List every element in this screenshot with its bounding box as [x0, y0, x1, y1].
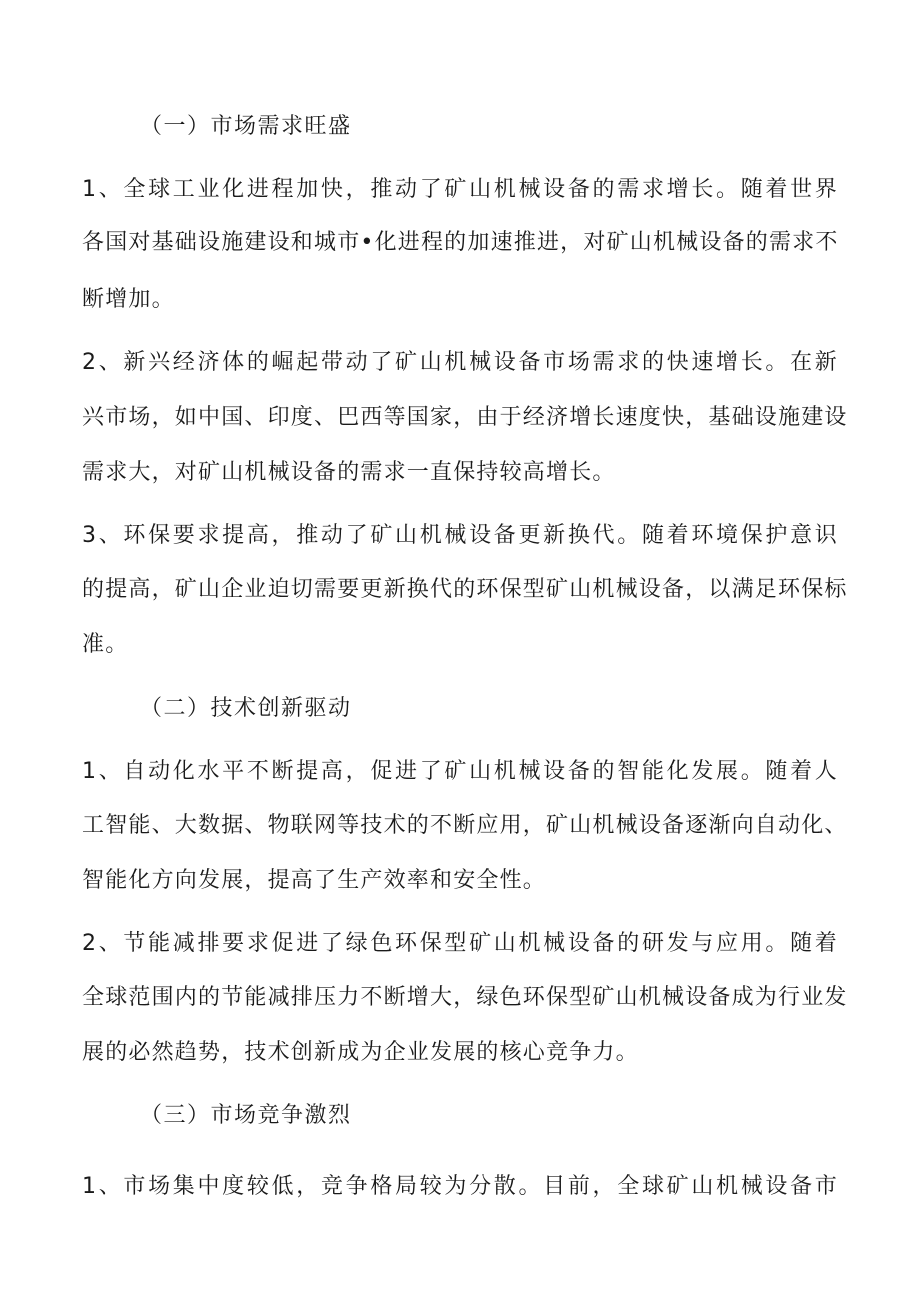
paragraph-line: 断增加。	[82, 287, 175, 312]
paragraph-line: 2、新兴经济体的崛起带动了矿山机械设备市场需求的快速增长。在新	[82, 350, 838, 375]
paragraph-line: 1、自动化水平不断提高，促进了矿山机械设备的智能化发展。随着人	[82, 759, 838, 784]
paragraph-line: 需求大，对矿山机械设备的需求一直保持较高增长。	[82, 460, 616, 485]
paragraph-line: 兴市场，如中国、印度、巴西等国家，由于经济增长速度快，基础设施建设	[82, 405, 848, 430]
paragraph-line: 准。	[82, 632, 129, 657]
paragraph-line: 的提高，矿山企业迫切需要更新换代的环保型矿山机械设备，以满足环保标	[82, 577, 848, 602]
paragraph-line: 智能化方向发展，提高了生产效率和安全性。	[82, 868, 547, 893]
paragraph-line: 3、环保要求提高，推动了矿山机械设备更新换代。随着环境保护意识	[82, 523, 838, 548]
paragraph-line: 1、市场集中度较低，竞争格局较为分散。目前，全球矿山机械设备市	[82, 1174, 838, 1199]
paragraph-line: 全球范围内的节能减排压力不断增大，绿色环保型矿山机械设备成为行业发	[82, 985, 848, 1010]
section-heading-2: （二）技术创新驱动	[140, 696, 352, 721]
paragraph-line: 2、节能减排要求促进了绿色环保型矿山机械设备的研发与应用。随着	[82, 931, 838, 956]
paragraph-line: 工智能、大数据、物联网等技术的不断应用，矿山机械设备逐渐向自动化、	[82, 813, 848, 838]
paragraph-line: 1、全球工业化进程加快，推动了矿山机械设备的需求增长。随着世界	[82, 177, 838, 202]
paragraph-line: 各国对基础设施建设和城市•化进程的加速推进，对矿山机械设备的需求不	[82, 230, 839, 255]
paragraph-line: 展的必然趋势，技术创新成为企业发展的核心竞争力。	[82, 1040, 639, 1065]
section-heading-3: （三）市场竞争激烈	[140, 1103, 352, 1128]
section-heading-1: （一）市场需求旺盛	[140, 114, 352, 139]
